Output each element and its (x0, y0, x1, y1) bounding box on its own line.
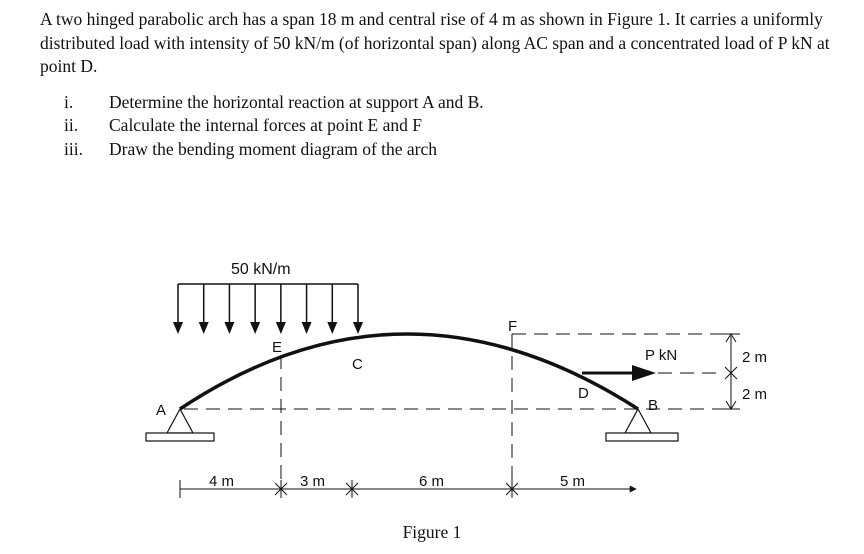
problem-statement: A two hinged parabolic arch has a span 18 m and central rise of 4 m as shown in Figure 1. It carries a uniformly distributed load with intensity of 50 kN/m (of horizontal span) along AC span and a concentrated load of P kN at point D. (40, 9, 830, 76)
point-label-a: A (156, 402, 167, 419)
task-text: Calculate the internal forces at point E and F (109, 115, 422, 135)
udl-arrow-group (173, 284, 363, 334)
point-load-arrow (582, 365, 656, 381)
figure-caption: Figure 1 (402, 522, 462, 542)
point-load-label: P kN (645, 347, 678, 364)
dashed-lines (184, 334, 722, 488)
udl-arrow-head (224, 322, 234, 334)
task-text: Draw the bending moment diagram of the arch (109, 138, 438, 159)
span-label-1: 4 m (209, 473, 235, 490)
rise-label-2: 2 m (742, 386, 768, 403)
span-label-4: 5 m (560, 473, 586, 490)
point-label-f: F (508, 318, 518, 335)
udl-arrow-head (353, 322, 363, 334)
point-label-d: D (578, 385, 589, 402)
task-number: ii. (64, 115, 79, 135)
task-number: iii. (64, 138, 83, 159)
span-label-2: 3 m (300, 473, 326, 490)
task-text: Determine the horizontal reaction at support A and B. (109, 91, 484, 112)
point-label-e: E (272, 339, 283, 356)
udl-arrow-head (173, 322, 183, 334)
rise-label-1: 2 m (742, 349, 768, 366)
parabolic-arch (180, 334, 638, 409)
point-label-c: C (352, 356, 363, 373)
udl-arrow-head (250, 322, 260, 334)
rise-dimensions (722, 334, 740, 409)
udl-label: 50 kN/m (231, 261, 291, 278)
support-b (606, 409, 678, 441)
udl-arrow-head (327, 322, 337, 334)
task-number: i. (64, 91, 74, 112)
point-label-b: B (648, 397, 659, 414)
udl-arrows (173, 284, 363, 334)
udl-arrow-head (302, 322, 312, 334)
span-label-3: 6 m (419, 473, 445, 490)
udl-arrow-head (276, 322, 286, 334)
udl-arrow-head (199, 322, 209, 334)
